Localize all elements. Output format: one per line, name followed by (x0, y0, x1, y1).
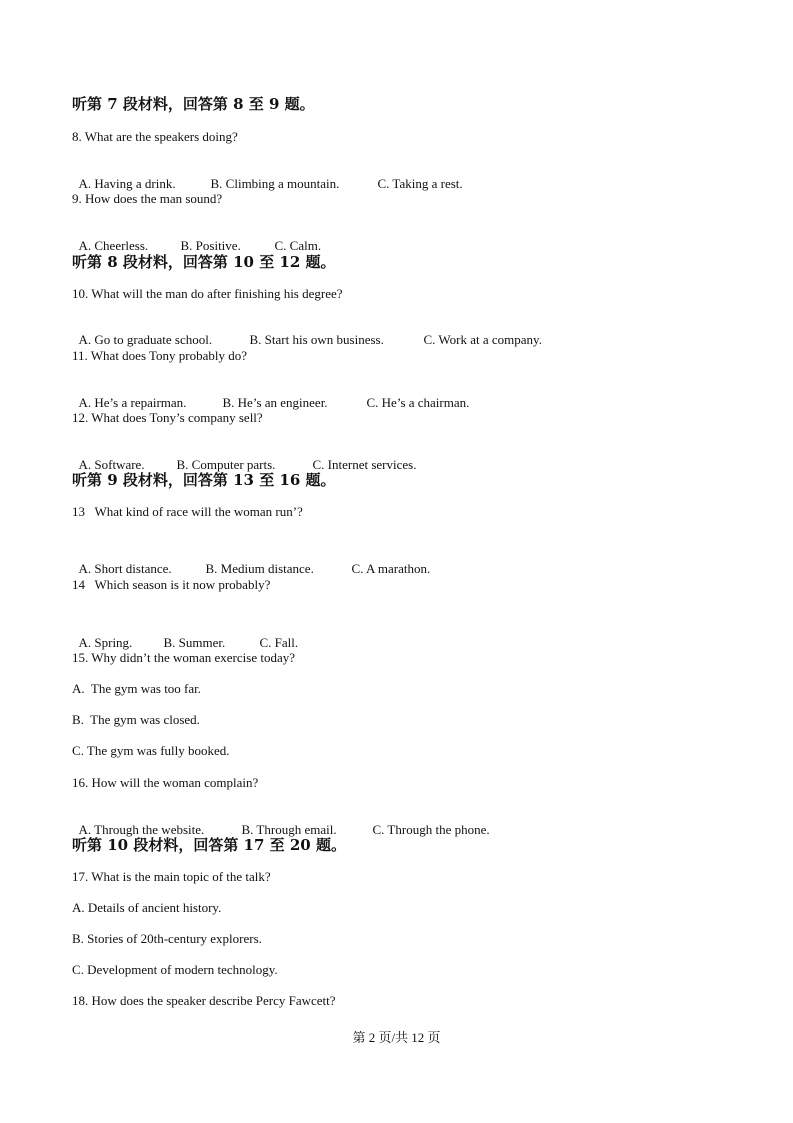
options-12 (72, 441, 416, 473)
option-16b: B. Through email. (241, 822, 337, 837)
option-8c: C. Taking a rest. (377, 176, 463, 191)
option-15a: A. The gym was too far. (72, 681, 202, 696)
option-10c: C. Work at a company. (423, 332, 542, 347)
option-10a: A. Go to graduate school. (78, 332, 213, 347)
question-9: 9. How does the man sound? (72, 191, 223, 206)
option-10b: B. Start his own business. (249, 332, 384, 347)
options-14 (72, 619, 298, 651)
options-9 (72, 222, 321, 254)
options-16 (72, 806, 490, 838)
options-11 (72, 379, 469, 411)
option-14b: B. Summer. (163, 635, 226, 650)
option-16c: C. Through the phone. (372, 822, 490, 837)
question-13: 13 What kind of race will the woman run’? (72, 504, 303, 519)
page-footer: 第 2 页/共 12 页 (352, 1030, 441, 1045)
option-8b: B. Climbing a mountain. (210, 176, 340, 191)
option-13c: C. A marathon. (351, 561, 431, 576)
option-8a: A. Having a drink. (78, 176, 176, 191)
question-17: 17. What is the main topic of the talk? (72, 869, 271, 884)
option-13b: B. Medium distance. (205, 561, 314, 576)
option-13a: A. Short distance. (78, 561, 172, 576)
option-9b: B. Positive. (180, 238, 241, 253)
option-14a: A. Spring. (78, 635, 133, 650)
option-11c: C. He’s a chairman. (366, 395, 470, 410)
question-12: 12. What does Tony’s company sell? (72, 410, 263, 425)
question-18: 18. How does the speaker describe Percy Fawcett? (72, 993, 336, 1008)
question-14: 14 Which season is it now probably? (72, 577, 271, 592)
option-12c: C. Internet services. (312, 457, 417, 472)
option-16a: A. Through the website. (78, 822, 205, 837)
header-passage-9: 听第 9 段材料，回答第 13 至 16 题。 (72, 471, 336, 489)
options-13 (72, 545, 430, 577)
question-11: 11. What does Tony probably do? (72, 348, 248, 363)
option-17c: C. Development of modern technology. (72, 962, 278, 977)
option-17a: A. Details of ancient history. (72, 900, 222, 915)
option-15c: C. The gym was fully booked. (72, 743, 230, 758)
option-12a: A. Software. (78, 457, 145, 472)
option-17b: B. Stories of 20th-century explorers. (72, 931, 262, 946)
question-16: 16. How will the woman complain? (72, 775, 259, 790)
option-9a: A. Cheerless. (78, 238, 149, 253)
question-15: 15. Why didn’t the woman exercise today? (72, 650, 295, 665)
option-12b: B. Computer parts. (176, 457, 276, 472)
option-11a: A. He’s a repairman. (78, 395, 187, 410)
option-14c: C. Fall. (259, 635, 299, 650)
options-8 (72, 160, 463, 192)
options-10 (72, 316, 542, 348)
header-passage-8: 听第 8 段材料，回答第 10 至 12 题。 (72, 253, 336, 271)
option-9c: C. Calm. (274, 238, 322, 253)
option-15b: B. The gym was closed. (72, 712, 200, 727)
question-8: 8. What are the speakers doing? (72, 129, 238, 144)
header-passage-10: 听第 10 段材料，回答第 17 至 20 题。 (72, 836, 346, 854)
header-passage-7: 听第 7 段材料，回答第 8 至 9 题。 (72, 95, 315, 113)
option-11b: B. He’s an engineer. (222, 395, 328, 410)
question-10: 10. What will the man do after finishing his degree? (72, 286, 343, 301)
